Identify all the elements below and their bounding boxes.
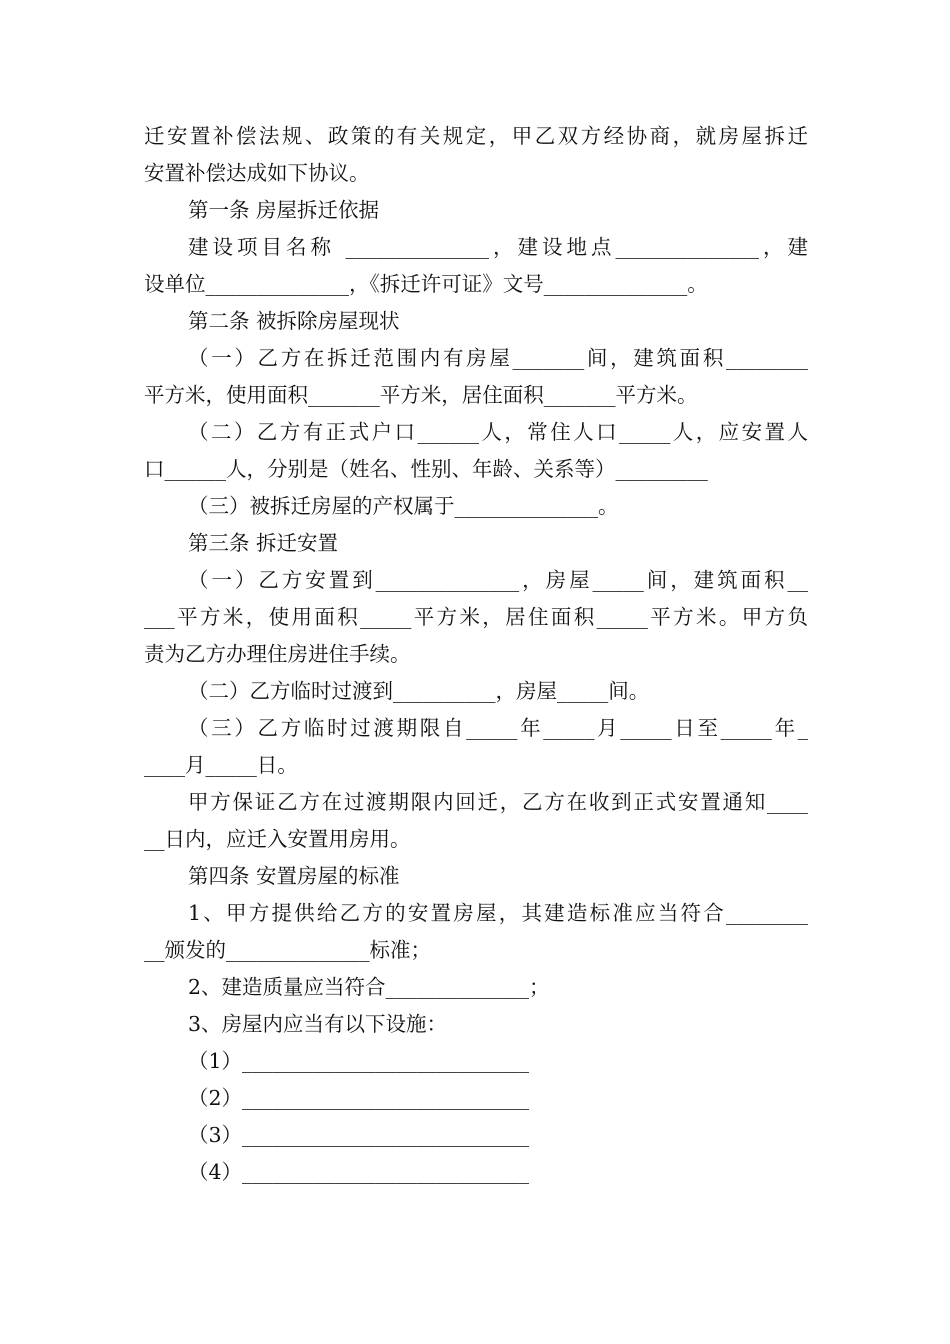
document-line: 口______人，分别是（姓名、性别、年龄、关系等）_________	[144, 457, 708, 481]
document-line: （2）____________________________	[188, 1086, 530, 1110]
document-line: 第二条 被拆除房屋现状	[188, 309, 400, 333]
document-line: 第三条 拆迁安置	[188, 531, 339, 555]
document-line: （三）被拆迁房屋的产权属于______________。	[188, 494, 619, 518]
document-line: （一）乙方在拆迁范围内有房屋_______间，建筑面积________	[188, 346, 808, 370]
document-line: 第一条 房屋拆迁依据	[188, 198, 380, 222]
document-body	[144, 118, 808, 1191]
document-line: 2、建造质量应当符合______________；	[188, 975, 550, 999]
document-line: （1）____________________________	[188, 1049, 530, 1073]
document-line: （一）乙方安置到______________，房屋_____间，建筑面积__	[188, 568, 808, 592]
document-line: 责为乙方办理住房进住手续。	[144, 642, 411, 666]
document-line: 3、房屋内应当有以下设施：	[188, 1012, 448, 1036]
document-line: 平方米，使用面积_______平方米，居住面积_______平方米。	[144, 383, 698, 407]
document-line: （二）乙方临时过渡到__________，房屋_____间。	[188, 679, 650, 703]
document-line: 甲方保证乙方在过渡期限内回迁，乙方在收到正式安置通知____	[188, 790, 808, 814]
document-line: 迁安置补偿法规、政策的有关规定，甲乙双方经协商，就房屋拆迁	[144, 124, 808, 148]
document-line: （3）____________________________	[188, 1123, 530, 1147]
document-line: 建设项目名称 ______________，建设地点______________，建	[188, 235, 808, 259]
document-line: ___平方米，使用面积_____平方米，居住面积_____平方米。甲方负	[144, 605, 808, 629]
document-line: 1、甲方提供给乙方的安置房屋，其建造标准应当符合________	[188, 901, 808, 925]
document-line: （4）____________________________	[188, 1160, 530, 1184]
document-line: ____月_____日。	[144, 753, 298, 777]
document-line: （二）乙方有正式户口______人，常住人口_____人，应安置人	[188, 420, 808, 444]
document-line: 第四条 安置房屋的标准	[188, 864, 400, 888]
document-line: __颁发的______________标准；	[144, 938, 431, 962]
document-line: （三）乙方临时过渡期限自_____年_____月_____日至_____年_	[188, 716, 808, 740]
document-line: 设单位______________，《拆迁许可证》文号______________。	[144, 272, 708, 296]
document-line: __日内，应迁入安置用房用。	[144, 827, 411, 851]
document-line: 安置补偿达成如下协议。	[144, 161, 370, 185]
